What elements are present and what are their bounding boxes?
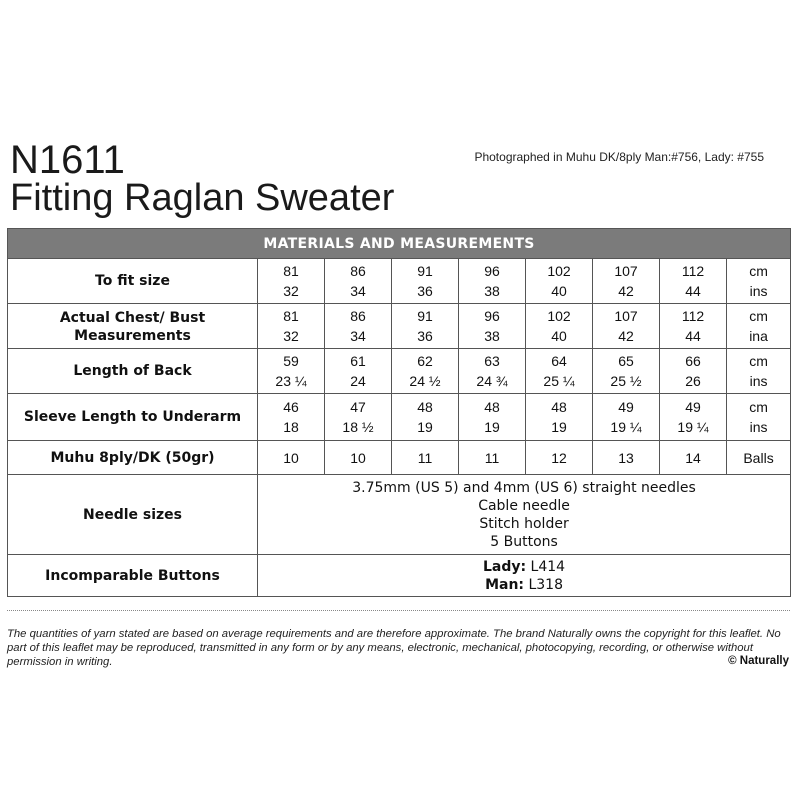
cm-value: 62 (417, 353, 433, 369)
materials-table (7, 228, 791, 597)
ball-count: 11 (392, 441, 459, 475)
in-value: 32 (283, 283, 299, 299)
in-value: 40 (551, 283, 567, 299)
cm-value: 49 (685, 399, 701, 415)
in-value: 24 ¾ (476, 373, 508, 389)
pattern-title: Fitting Raglan Sweater (10, 177, 395, 219)
cm-value: 47 (350, 399, 366, 415)
unit-cell (727, 259, 791, 304)
ball-count: 13 (593, 441, 660, 475)
row-label: Incomparable Buttons (8, 555, 258, 597)
size-cell (258, 394, 325, 441)
cm-value: 107 (614, 308, 638, 324)
in-value: 32 (283, 328, 299, 344)
table-row (8, 349, 791, 394)
section-title: MATERIALS AND MEASUREMENTS (8, 229, 791, 259)
lady-value: L414 (530, 558, 566, 575)
ball-count: 12 (526, 441, 593, 475)
needle-item: 3.75mm (US 5) and 4mm (US 6) straight needles (352, 479, 696, 496)
cm-value: 81 (283, 308, 299, 324)
size-cell (258, 304, 325, 349)
cm-value: 59 (283, 353, 299, 369)
unit-in: ins (749, 373, 768, 389)
cm-value: 102 (547, 263, 571, 279)
size-cell (459, 394, 526, 441)
button-item-man (258, 576, 790, 594)
table-row (8, 394, 791, 441)
in-value: 18 (283, 419, 299, 435)
in-value: 19 (484, 419, 500, 435)
size-cell (526, 394, 593, 441)
ball-count: 10 (258, 441, 325, 475)
size-cell (660, 304, 727, 349)
cm-value: 81 (283, 263, 299, 279)
size-cell (526, 259, 593, 304)
in-value: 34 (350, 283, 366, 299)
in-value: 38 (484, 283, 500, 299)
table-row (8, 475, 791, 555)
unit-cell (727, 394, 791, 441)
cm-value: 48 (484, 399, 500, 415)
unit-cm: cm (749, 353, 768, 369)
cm-value: 46 (283, 399, 299, 415)
cm-value: 91 (417, 263, 433, 279)
in-value: 19 ¼ (677, 419, 709, 435)
photo-note: Photographed in Muhu DK/8ply Man:#756, Lady: #755 (474, 150, 764, 164)
man-label: Man: (485, 576, 525, 593)
size-cell (392, 259, 459, 304)
row-label (8, 304, 258, 349)
size-cell (526, 349, 593, 394)
unit-cell (727, 349, 791, 394)
size-cell (258, 349, 325, 394)
cm-value: 86 (350, 308, 366, 324)
size-cell (593, 304, 660, 349)
in-value: 40 (551, 328, 567, 344)
row-label-line: Measurements (74, 328, 191, 344)
unit-in: ina (749, 328, 768, 344)
in-value: 44 (685, 283, 701, 299)
in-value: 23 ¼ (275, 373, 307, 389)
in-value: 34 (350, 328, 366, 344)
unit-cell (727, 304, 791, 349)
in-value: 25 ¼ (543, 373, 575, 389)
divider (7, 610, 790, 611)
unit-cm: cm (749, 263, 768, 279)
row-label: To fit size (8, 259, 258, 304)
table-row (8, 441, 791, 475)
cm-value: 86 (350, 263, 366, 279)
copyright: © Naturally (728, 655, 789, 667)
in-value: 26 (685, 373, 701, 389)
in-value: 18 ½ (342, 419, 374, 435)
cm-value: 96 (484, 308, 500, 324)
in-value: 42 (618, 328, 634, 344)
cm-value: 63 (484, 353, 500, 369)
row-label: Needle sizes (8, 475, 258, 555)
size-cell (459, 304, 526, 349)
needle-list (258, 475, 791, 555)
cm-value: 96 (484, 263, 500, 279)
in-value: 25 ½ (610, 373, 642, 389)
size-cell (325, 349, 392, 394)
table-row (8, 555, 791, 597)
size-cell (660, 394, 727, 441)
row-label: Muhu 8ply/DK (50gr) (8, 441, 258, 475)
cm-value: 66 (685, 353, 701, 369)
in-value: 24 ½ (409, 373, 441, 389)
needle-item: Stitch holder (479, 515, 569, 532)
row-label-line: Actual Chest/ Bust (59, 310, 206, 326)
size-cell (325, 259, 392, 304)
cm-value: 112 (681, 263, 705, 279)
size-cell (392, 349, 459, 394)
size-cell (459, 259, 526, 304)
size-cell (392, 304, 459, 349)
cm-value: 91 (417, 308, 433, 324)
in-value: 19 (551, 419, 567, 435)
cm-value: 112 (681, 308, 705, 324)
size-cell (526, 304, 593, 349)
in-value: 36 (417, 328, 433, 344)
in-value: 24 (350, 373, 366, 389)
in-value: 36 (417, 283, 433, 299)
button-list (258, 555, 791, 597)
cm-value: 64 (551, 353, 567, 369)
button-item-lady (258, 558, 790, 576)
in-value: 19 ¼ (610, 419, 642, 435)
ball-count: 14 (660, 441, 727, 475)
man-value: L318 (528, 576, 563, 593)
cm-value: 102 (547, 308, 571, 324)
ball-count: 10 (325, 441, 392, 475)
size-cell (593, 394, 660, 441)
cm-value: 48 (551, 399, 567, 415)
cm-value: 107 (614, 263, 638, 279)
pattern-code: N1611 (10, 138, 125, 182)
row-label: Length of Back (8, 349, 258, 394)
size-cell (392, 394, 459, 441)
cm-value: 49 (618, 399, 634, 415)
in-value: 42 (618, 283, 634, 299)
in-value: 19 (417, 419, 433, 435)
unit-in: ins (749, 283, 768, 299)
unit-cm: cm (749, 308, 768, 324)
cm-value: 65 (618, 353, 634, 369)
needle-item: 5 Buttons (490, 533, 558, 550)
size-cell (593, 349, 660, 394)
unit-in: ins (749, 419, 768, 435)
table-row (8, 259, 791, 304)
unit-cm: cm (749, 399, 768, 415)
cm-value: 48 (417, 399, 433, 415)
size-cell (325, 394, 392, 441)
lady-label: Lady: (482, 558, 527, 575)
size-cell (593, 259, 660, 304)
size-cell (660, 259, 727, 304)
needle-item: Cable needle (478, 497, 570, 514)
legal-notice: The quantities of yarn stated are based on average requirements and are therefore approximate. The brand Naturally owns the copyright for this leaflet. No part of this leaflet may be reproduced, transmitted in any form or by any means, electronic, mechanical, photocopying, recording, or otherwise without permission in writing. (7, 628, 781, 668)
size-cell (258, 259, 325, 304)
size-cell (459, 349, 526, 394)
ball-count: 11 (459, 441, 526, 475)
table-row (8, 304, 791, 349)
unit-cell: Balls (727, 441, 791, 475)
cm-value: 61 (350, 353, 366, 369)
in-value: 44 (685, 328, 701, 344)
in-value: 38 (484, 328, 500, 344)
size-cell (325, 304, 392, 349)
size-cell (660, 349, 727, 394)
row-label: Sleeve Length to Underarm (8, 394, 258, 441)
